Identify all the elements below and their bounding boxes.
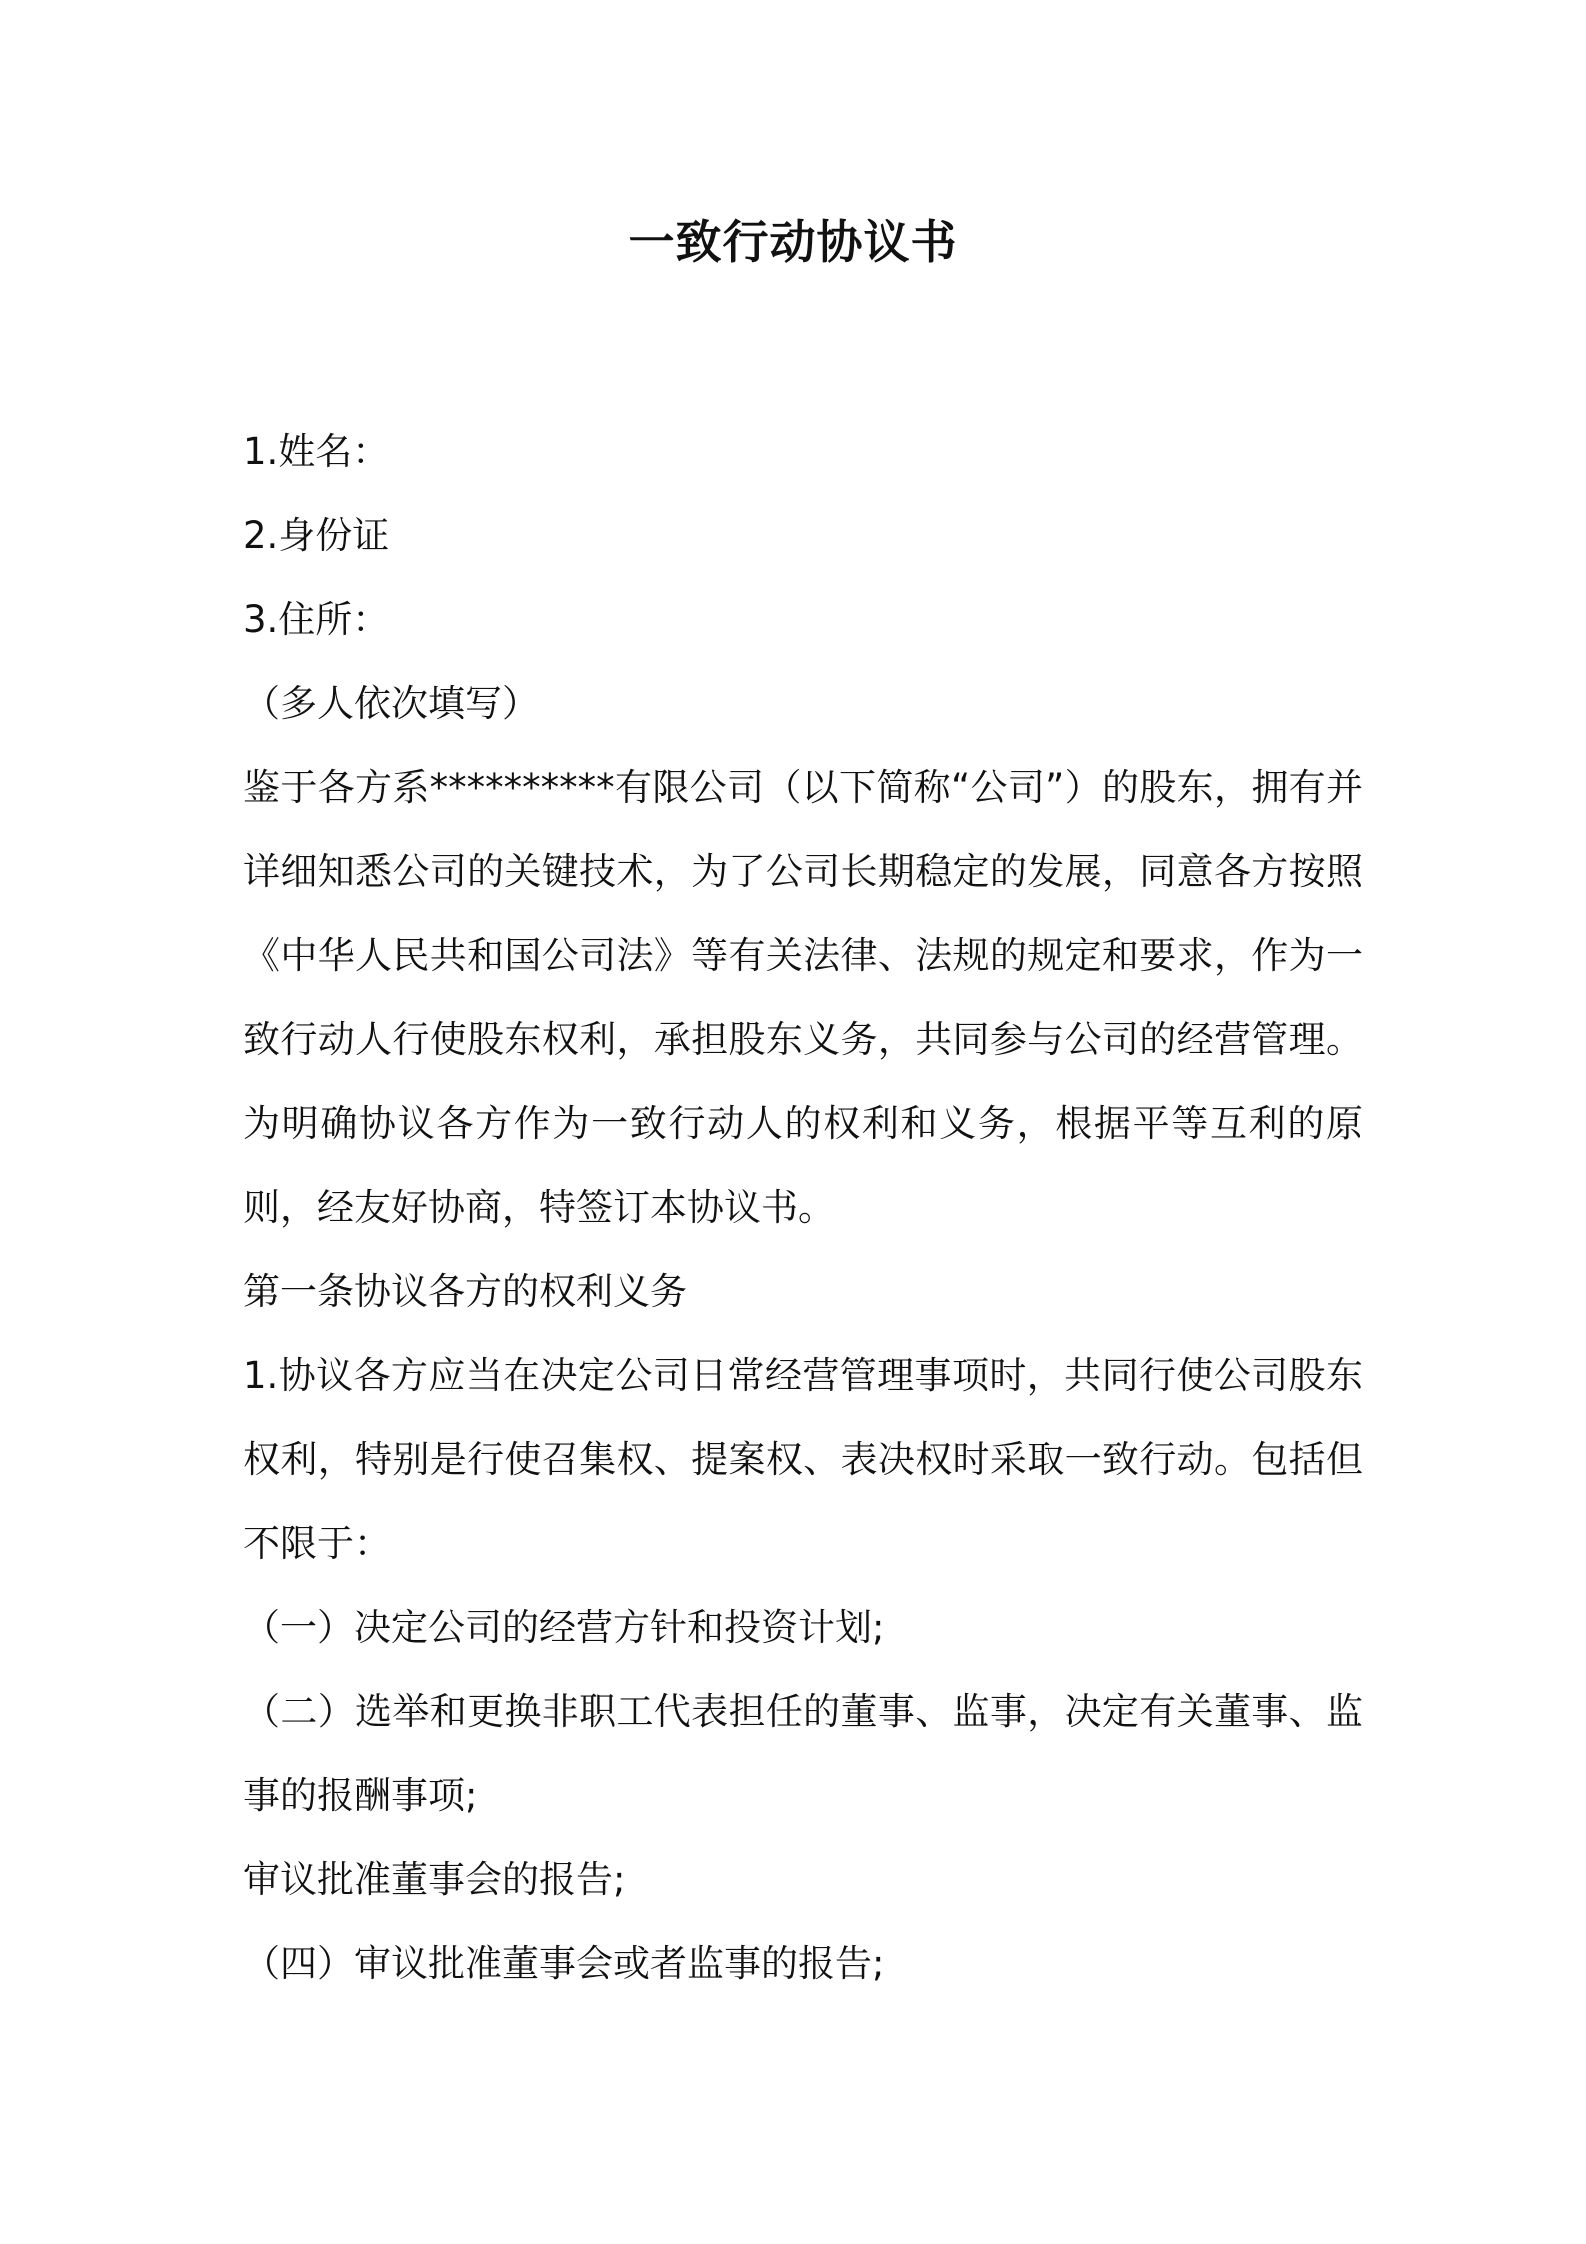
list-item-1: （一）决定公司的经营方针和投资计划; — [243, 1606, 885, 1649]
clause-one-paragraph: 1.协议各方应当在决定公司日常经营管理事项时，共同行使公司股东权利，特别是行使召集权、提案权、表决权时采取一致行动。包括但不限于： — [243, 1354, 1363, 1565]
field-address-label: 3.住所： — [243, 598, 390, 641]
preamble-paragraph: 鉴于各方系**********有限公司（以下简称“公司”）的股东，拥有并详细知悉公司的关键技术，为了公司长期稳定的发展，同意各方按照《中华人民共和国公司法》等有关法律、法规的规定和要求，作为一致行动人行使股东权利，承担股东义务，共同参与公司的经营管理。为明确协议各方作为一致行动人的权利和义务，根据平等互利的原则，经友好协商，特签订本协议书。 — [243, 766, 1363, 1229]
list-item-2: （二）选举和更换非职工代表担任的董事、监事，决定有关董事、监事的报酬事项; — [243, 1690, 1363, 1817]
field-name-label: 1.姓名： — [243, 430, 390, 473]
article-one-heading: 第一条协议各方的权利义务 — [243, 1270, 687, 1313]
list-item-4: （四）审议批准董事会或者监事的报告; — [243, 1942, 885, 1985]
field-id-label: 2.身份证 — [243, 514, 390, 557]
document-title: 一致行动协议书 — [628, 215, 958, 269]
list-item-3: 审议批准董事会的报告; — [243, 1858, 626, 1901]
fill-instruction: （多人依次填写） — [243, 682, 539, 725]
document-body — [243, 410, 1363, 2006]
